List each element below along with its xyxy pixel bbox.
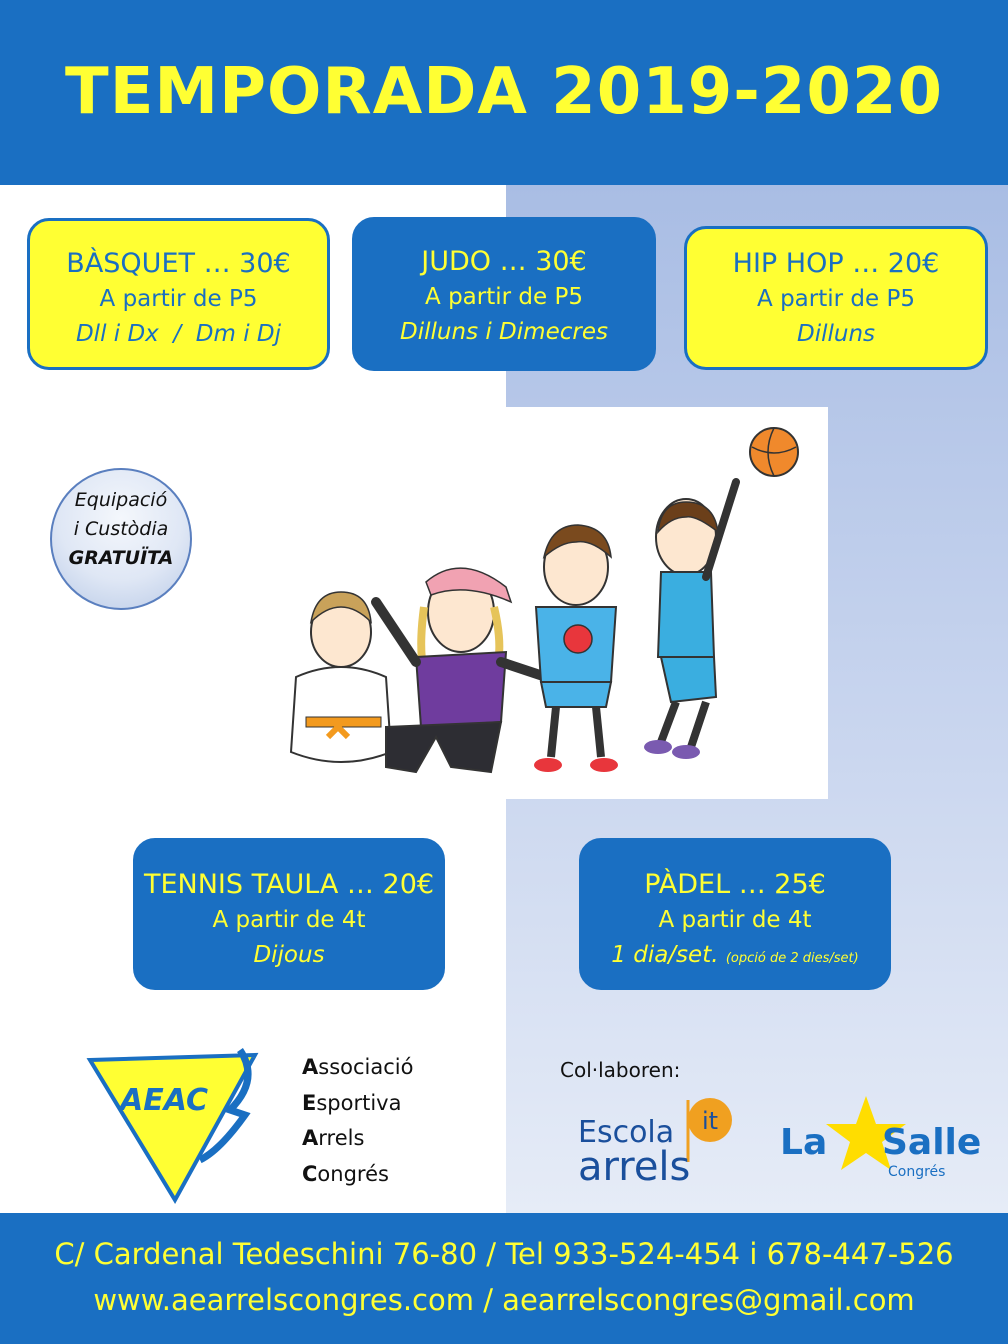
card-days: [581, 938, 889, 976]
svg-text:arrels: arrels: [578, 1144, 691, 1190]
card-days: Dll i Dx / Dm i Dj: [75, 321, 282, 347]
footer-contact: [0, 1213, 1008, 1344]
card-days: Dijous: [253, 942, 325, 968]
svg-text:La: La: [780, 1122, 828, 1163]
judo-kid-figure: [291, 592, 391, 762]
footer-address: C/ Cardenal Tedeschini 76-80 / Tel 933-524-454 i 678-447-526: [54, 1237, 954, 1271]
card-title: HIP HOP … 20€: [732, 248, 940, 279]
card-level: A partir de P5: [99, 286, 258, 312]
card-days-note: (opció de 2 dies/set): [725, 951, 859, 966]
kids-sports-illustration: [266, 407, 828, 799]
tennis-kid-figure: [534, 525, 618, 772]
svg-text:Congrés: Congrés: [888, 1164, 946, 1180]
card-level: A partir de 4t: [212, 907, 366, 933]
association-name: [302, 1050, 413, 1192]
association-line: Arrels: [302, 1126, 365, 1150]
hiphop-girl-figure: [376, 568, 546, 772]
svg-text:it: it: [701, 1107, 719, 1135]
association-line: Associació: [302, 1055, 414, 1079]
lasalle-congres-logo: [776, 1092, 986, 1182]
escola-it-arrels-logo: [570, 1092, 740, 1190]
free-equipment-badge: [50, 468, 192, 610]
card-days-main: 1 dia/set.: [611, 942, 719, 968]
svg-text:Salle: Salle: [882, 1122, 982, 1163]
basketball-icon: [750, 428, 798, 476]
svg-text:Escola: Escola: [578, 1115, 675, 1150]
badge-line-3: GRATUÏTA: [68, 547, 174, 569]
card-level: A partir de 4t: [658, 907, 812, 933]
card-title: PÀDEL … 25€: [644, 869, 826, 900]
card-hiphop: [684, 226, 988, 370]
card-title: TENNIS TAULA … 20€: [143, 869, 435, 900]
card-basquet: [27, 218, 330, 370]
card-level: A partir de P5: [425, 284, 583, 310]
aeac-logo-text: AEAC: [119, 1083, 209, 1118]
card-days: Dilluns i Dimecres: [400, 319, 608, 345]
card-judo: [352, 217, 656, 371]
card-title: JUDO … 30€: [421, 246, 587, 277]
footer-web-email[interactable]: www.aearrelscongres.com / aearrelscongres@gmail.com: [93, 1283, 915, 1317]
card-padel: [579, 838, 891, 990]
badge-line-1: Equipació: [74, 489, 168, 511]
collaborators-label: Col·laboren:: [560, 1058, 681, 1082]
aeac-logo: [80, 1040, 260, 1205]
header-banner: [0, 0, 1008, 185]
association-line: Congrés: [302, 1161, 389, 1186]
card-level: A partir de P5: [757, 286, 915, 312]
basketball-girl-figure: [644, 482, 736, 759]
page-title: TEMPORADA 2019-2020: [65, 55, 943, 129]
card-title: BÀSQUET … 30€: [66, 248, 291, 279]
association-line: Esportiva: [302, 1090, 402, 1115]
card-days: Dilluns: [796, 321, 876, 347]
badge-line-2: i Custòdia: [73, 518, 169, 540]
card-tennis-taula: [133, 838, 445, 990]
